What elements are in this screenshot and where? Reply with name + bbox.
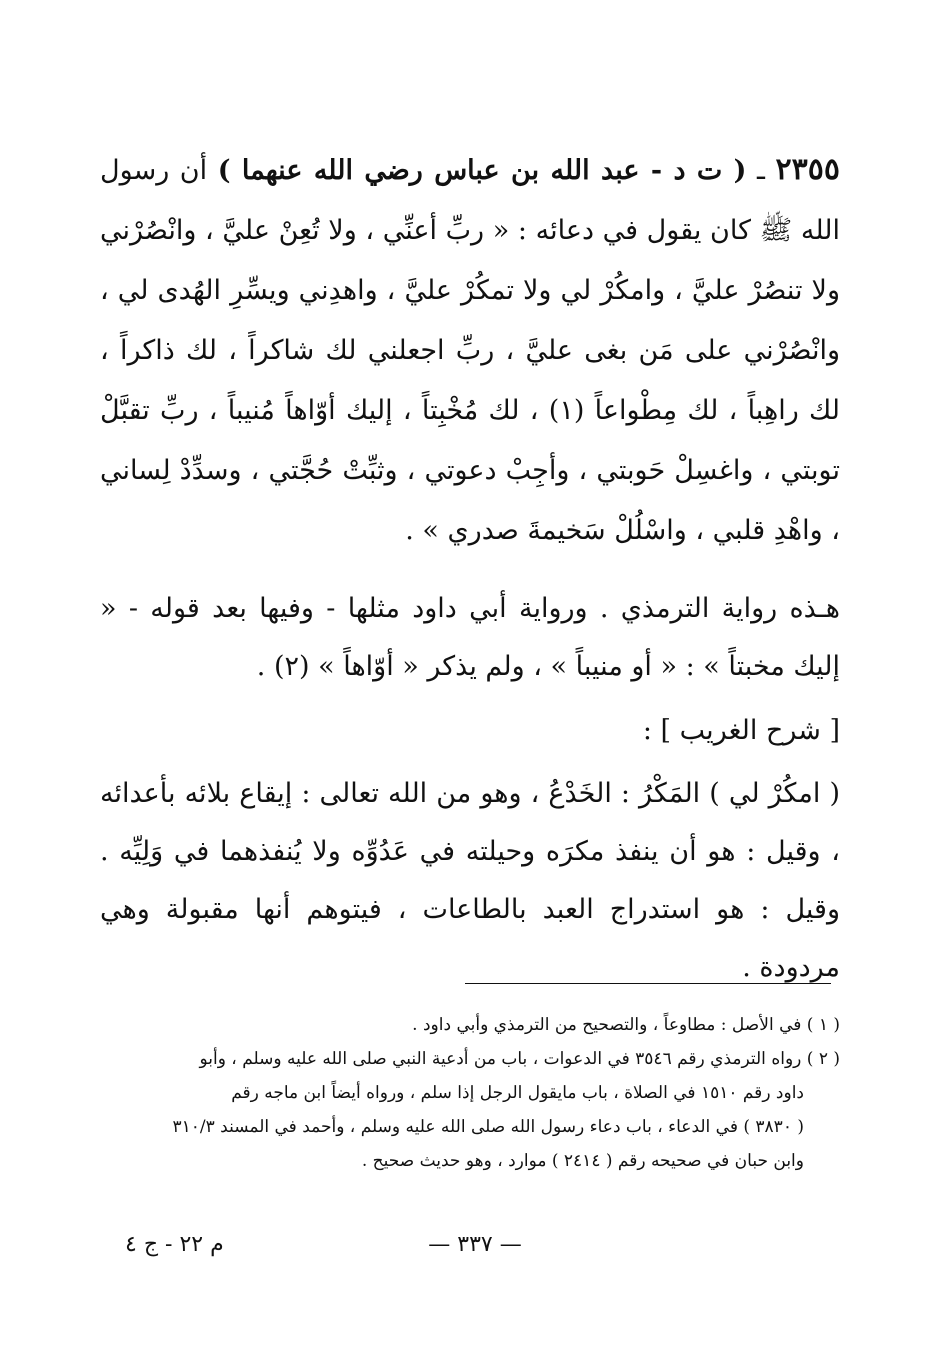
footnotes xyxy=(100,1008,840,1178)
footnote-2-line-1: ( ٢ ) رواه الترمذي رقم ٣٥٤٦ في الدعوات ، باب من أدعية النبي صلى الله عليه وسلم ، وأبو xyxy=(199,1049,840,1069)
gharib-text: ( امكُرْ لي ) المَكْرُ : الخَدْعُ ، وهو من الله تعالى : إيقاع بلائه بأعدائه ، وقيل : هو أن ينفذ مكرَه وحيلته في عَدُوِّه ولا يُنفذهما في وَلِيِّه . وقيل : هو استدراج العبد بالطاعات ، فيتوهم أنها مقبولة وهي مردودة . xyxy=(100,778,840,983)
hadith-text: أن رسول الله ﷺ كان يقول في دعائه : « ربِّ أعنِّي ، ولا تُعِنْ عليَّ ، وانْصُرْني ولا تنصُرْ عليَّ ، وامكُرْ لي ولا تمكُرْ عليَّ ، واهدِني ويسِّرِ الهُدى لي ، وانْصُرْني على مَن بغى عليَّ ، ربِّ اجعلني لك شاكراً ، لك ذاكراً ، لك راهِباً ، لك مِطْواعاً (١) ، لك مُخْبِتاً ، إليك أوّاهاً مُنيباً ، ربِّ تقبَّلْ توبتي ، واغسِلْ حَوبتي ، وأجِبْ دعوتي ، وثبِّتْ حُجَّتي ، وسدِّدْ لِساني ، واهْدِ قلبي ، واسْلُلْ سَخيمةَ صدري » . xyxy=(100,155,840,546)
footnote-1: ( ١ ) في الأصل : مطاوعاً ، والتصحيح من الترمذي وأبي داود . xyxy=(412,1015,840,1035)
hadith-number: ٢٣٥٥ xyxy=(775,152,840,187)
page-number: — ٣٣٧ — xyxy=(428,1232,522,1257)
footnote-separator xyxy=(465,983,831,984)
footnote-2-line-4: وابن حبان في صحيحه رقم ( ٢٤١٤ ) موارد ، وهو حديث صحيح . xyxy=(361,1151,804,1171)
hadith-block xyxy=(100,140,840,561)
riwaya-note: هـذه رواية الترمذي . ورواية أبي داود مثلها - وفيها بعد قوله - « إليك مخبتاً » : « أو منيباً » ، ولم يذكر « أوّاهاً » (٢) . xyxy=(100,593,840,682)
footnote-2-line-3: ( ٣٨٣٠ ) في الدعاء ، باب دعاء رسول الله صلى الله عليه وسلم ، وأحمد في المسند ٣١٠/٣ xyxy=(172,1117,804,1137)
hadith-dash: ـ xyxy=(746,155,765,186)
footnote-2-line-2: داود رقم ١٥١٠ في الصلاة ، باب مايقول الرجل إذا سلم ، ورواه أيضاً ابن ماجه رقم xyxy=(231,1083,804,1103)
hadith-source: ( ت د - عبد الله بن عباس رضي الله عنهما ) xyxy=(217,155,747,186)
gharib-heading: [ شرح الغريب ] : xyxy=(642,715,840,746)
volume-mark: م ٢٢ - ج ٤ xyxy=(125,1232,224,1257)
